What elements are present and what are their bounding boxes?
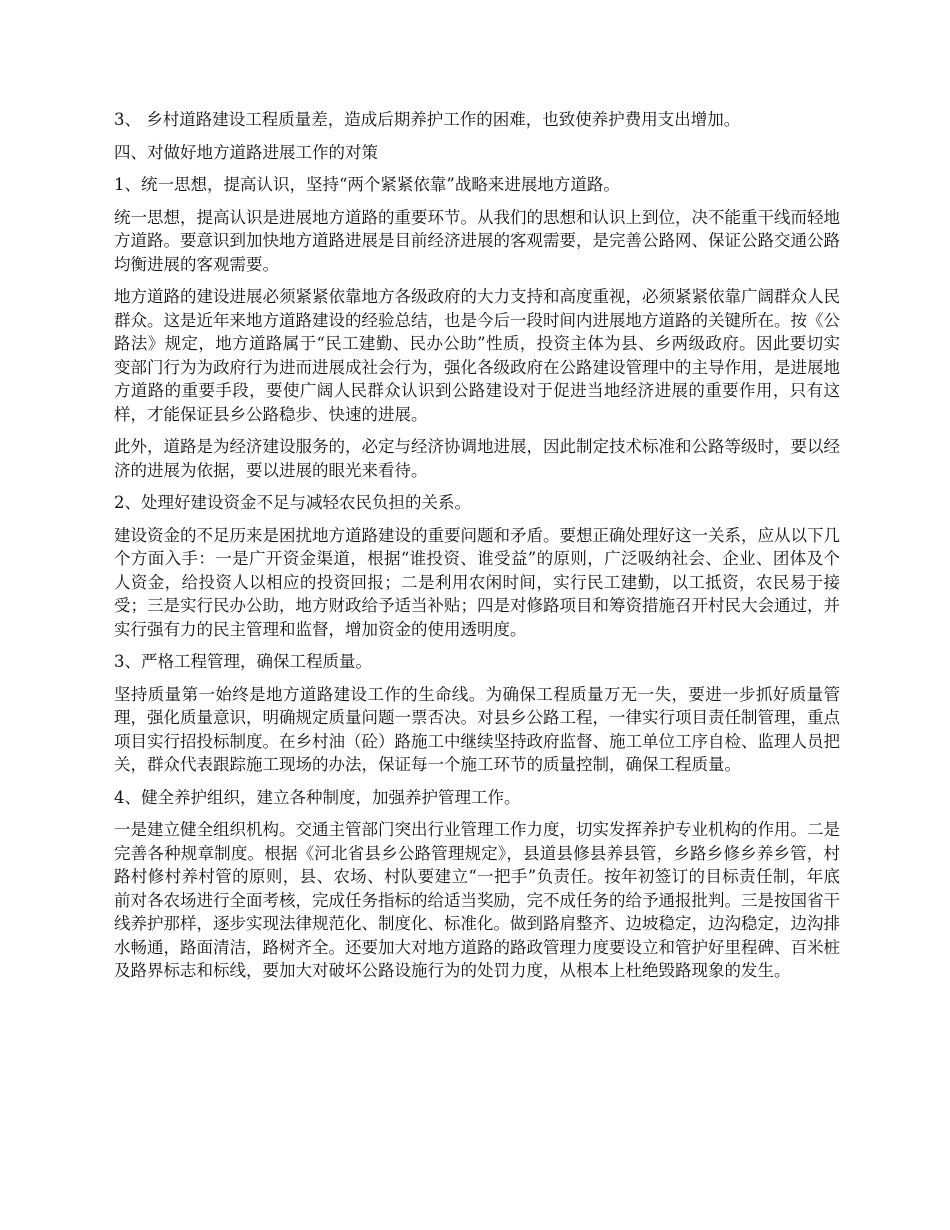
paragraph-economic-coordination: 此外，道路是为经济建设服务的，必定与经济协调地进展，因此制定技术标准和公路等级时，要以经济的进展为依据，要以进展的眼光来看待。: [114, 437, 840, 480]
paragraph-quality-issue: 3、 乡村道路建设工程质量差，造成后期养护工作的困难，也致使养护费用支出增加。: [114, 110, 741, 129]
subheading-funding: 2、处理好建设资金不足与减轻农民负担的关系。: [114, 493, 471, 512]
subheading-unify-thinking: 1、统一思想，提高认识，坚持“两个紧紧依靠”战略来进展地方道路。: [114, 175, 620, 194]
paragraph-unify-thinking: 统一思想，提高认识是进展地方道路的重要环节。从我们的思想和认识上到位，决不能重干线而轻地方道路。要意识到加快地方道路进展是目前经济进展的客观需要，是完善公路网、保证公路交通公路均衡进展的客观需要。: [114, 207, 840, 274]
subheading-project-management: 3、严格工程管理，确保工程质量。: [114, 652, 372, 671]
paragraph-government-support: 地方道路的建设进展必须紧紧依靠地方各级政府的大力支持和高度重视，必须紧紧依靠广阔群众人民群众。这是近年来地方道路建设的经验总结，也是今后一段时间内进展地方道路的关键所在。按《公路法》规定，地方道路属于“民工建勤、民办公助”性质，投资主体为县、乡两级政府。因此要切实变部门行为为政府行为进而进展成社会行为，强化各级政府在公路建设管理中的主导作用，是进展地方道路的重要手段，要使广阔人民群众认识到公路建设对于促进当地经济进展的重要作用，只有这样，才能保证县乡公路稳步、快速的进展。: [114, 287, 840, 424]
paragraph-funding: 建设资金的不足历来是困扰地方道路建设的重要问题和矛盾。要想正确处理好这一关系，应从以下几个方面入手：一是广开资金渠道，根据“谁投资、谁受益”的原则，广泛吸纳社会、企业、团体及个人资金，给投资人以相应的投资回报；二是利用农闲时间，实行民工建勤，以工抵资，农民易于接受；三是实行民办公助，地方财政给予适当补贴；四是对修路项目和筹资措施召开村民大会通过，并实行强有力的民主管理和监督，增加资金的使用透明度。: [114, 525, 840, 639]
document-body: [114, 108, 840, 992]
section-heading-countermeasures: 四、对做好地方道路进展工作的对策: [114, 142, 378, 162]
subheading-maintenance: 4、健全养护组织，建立各种制度，加强养护管理工作。: [114, 787, 521, 807]
paragraph-maintenance: 一是建立健全组织机构。交通主管部门突出行业管理工作力度，切实发挥养护专业机构的作用。二是完善各种规章制度。根据《河北省县乡公路管理规定》，县道县修县养县管，乡路乡修乡养乡管，村路村修村养村管的原则，县、农场、村队要建立“一把手”负责任。按年初签订的目标责任制，年底前对各农场进行全面考核，完成任务指标的给适当奖励，完不成任务的给予通报批判。三是按国省干线养护那样，逐步实现法律规范化、制度化、标准化。做到路肩整齐、边坡稳定，边沟稳定，边沟排水畅通，路面清洁，路树齐全。还要加大对地方道路的路政管理力度要设立和管护好里程碑、百米桩及路界标志和标线，要加大对破坏公路设施行为的处罚力度，从根本上杜绝毁路现象的发生。: [114, 820, 840, 980]
paragraph-project-management: 坚持质量第一始终是地方道路建设工作的生命线。为确保工程质量万无一失，要进一步抓好质量管理，强化质量意识，明确规定质量问题一票否决。对县乡公路工程，一律实行项目责任制管理，重点项目实行招投标制度。在乡村油（砼）路施工中继续坚持政府监督、施工单位工序自检、监理人员把关，群众代表跟踪施工现场的办法，保证每一个施工环节的质量控制，确保工程质量。: [114, 684, 840, 774]
